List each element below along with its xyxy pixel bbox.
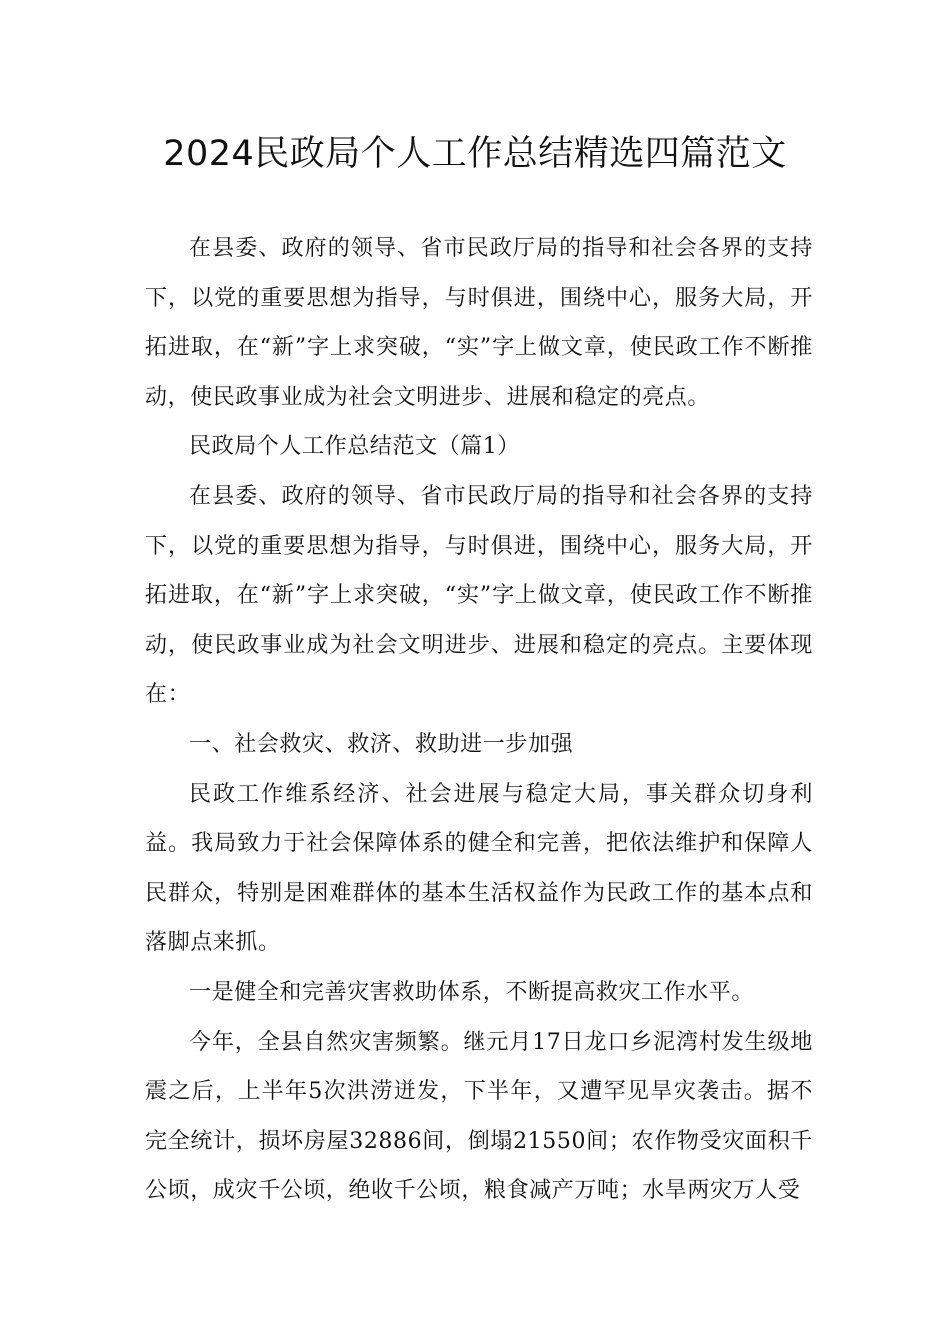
document-body [145,224,813,1216]
body-paragraph: 在县委、政府的领导、省市民政厅局的指导和社会各界的支持下，以党的重要思想为指导，与时俱进，围绕中心，服务大局，开拓进取，在“新”字上求突破，“实”字上做文章，使民政工作不断推动，使民政事业成为社会文明进步、进展和稳定的亮点。主要体现在： [145,483,813,708]
document-title: 2024民政局个人工作总结精选四篇范文 [163,134,787,174]
body-paragraph: 今年，全县自然灾害频繁。继元月17日龙口乡泥湾村发生级地震之后，上半年5次洪涝迸发，下半年，又遭罕见旱灾袭击。据不完全统计，损坏房屋32886间，倒塌21550间；农作物受灾面积千公顷，成灾千公顷，绝收千公顷，粮食减产万吨；水旱两灾万人受 [145,1029,813,1204]
intro-paragraph: 在县委、政府的领导、省市民政厅局的指导和社会各界的支持下，以党的重要思想为指导，与时俱进，围绕中心，服务大局，开拓进取，在“新”字上求突破，“实”字上做文章，使民政工作不断推动，使民政事业成为社会文明进步、进展和稳定的亮点。 [145,236,813,410]
section-heading-part1: 民政局个人工作总结范文（篇1） [189,434,520,460]
section-heading-relief: 一、社会救灾、救济、救助进一步加强 [189,731,574,757]
body-paragraph: 民政工作维系经济、社会进展与稳定大局，事关群众切身利益。我局致力于社会保障体系的健全和完善，把依法维护和保障人民群众，特别是困难群体的基本生活权益作为民政工作的基本点和落脚点来抓。 [145,781,813,956]
subsection-heading: 一是健全和完善灾害救助体系，不断提高救灾工作水平。 [189,979,755,1005]
